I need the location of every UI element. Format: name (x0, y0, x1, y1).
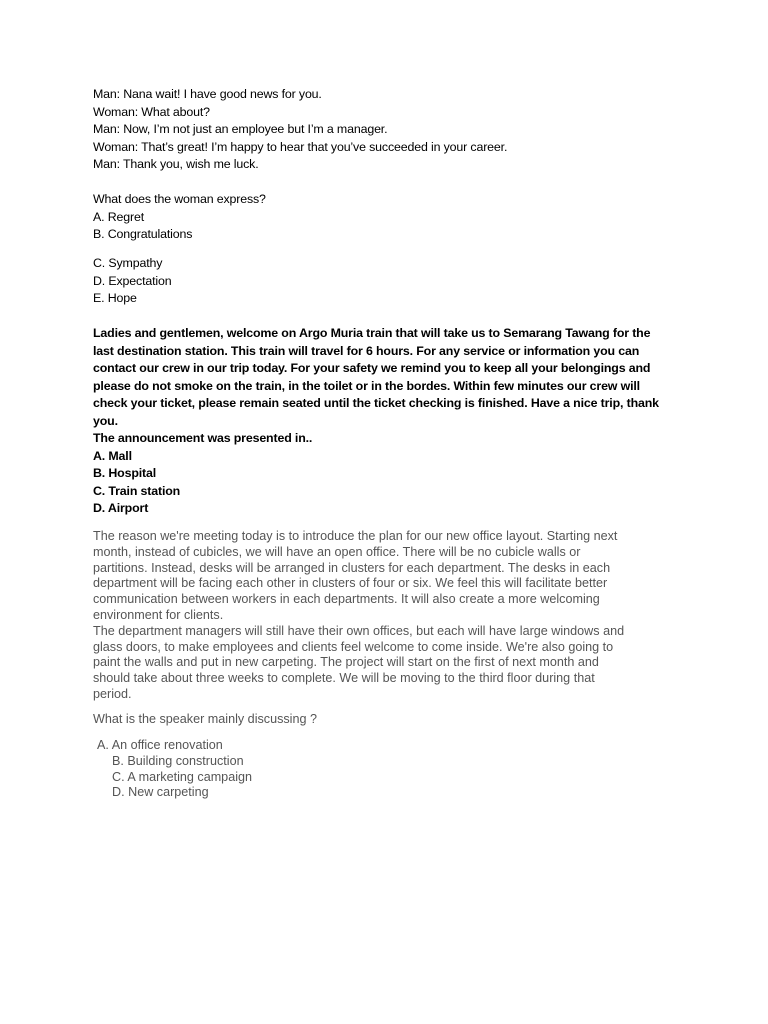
office-line: period. (93, 686, 132, 701)
dialogue-line: Woman: What about? (93, 104, 210, 119)
office-question (93, 712, 693, 728)
announcement-line: check your ticket, please remain seated until the ticket checking is finished. Have a nice trip, thank (93, 396, 659, 410)
question-1-option: D. Expectation (93, 273, 172, 288)
announcement-line: Ladies and gentlemen, welcome on Argo Muria train that will take us to Semarang Tawang for the (93, 326, 651, 340)
office-line: department will be facing each other in clusters of four or six. We feel this will facilitate better (93, 576, 608, 591)
dialogue-section (93, 86, 693, 174)
announcement-line: you. (93, 413, 118, 428)
question-1 (93, 191, 693, 244)
announcement-line: last destination station. This train will travel for 6 hours. For any service or information you can (93, 343, 640, 358)
office-line: glass doors, to make employees and clients feel welcome to come inside. We're also going to (93, 639, 614, 654)
question-1-option: C. Sympathy (93, 256, 163, 270)
announcement-section (93, 325, 693, 518)
announcement-line: contact our crew in our trip today. For your safety we remind you to keep all your belongings and (93, 361, 651, 375)
announcement-option: B. Hospital (93, 466, 157, 480)
question-1-option: B. Congratulations (93, 227, 193, 241)
dialogue-line: Man: Now, I’m not just an employee but I’m a manager. (93, 122, 388, 136)
announcement-line: please do not smoke on the train, in the toilet or in the bordes. Within few minutes our crew will (93, 378, 640, 393)
office-options (93, 738, 693, 801)
question-1-options-continued (93, 255, 693, 308)
office-line: should take about three weeks to complete. We will be moving to the third floor during that (93, 671, 595, 686)
dialogue-line: Man: Nana wait! I have good news for you. (93, 87, 322, 101)
announcement-option: A. Mall (93, 448, 132, 463)
office-line: month, instead of cubicles, we will have an open office. There will be no cubicle walls or (93, 544, 581, 559)
question-1-option: E. Hope (93, 291, 137, 305)
question-1-option: A. Regret (93, 209, 144, 224)
announcement-option: C. Train station (93, 483, 181, 498)
office-line: partitions. Instead, desks will be arranged in clusters for each department. The desks in each (93, 560, 611, 575)
office-option: C. A marketing campaign (112, 769, 253, 784)
announcement-question: The announcement was presented in.. (93, 431, 313, 445)
office-line: The reason we're meeting today is to introduce the plan for our new office layout. Starting next (93, 529, 618, 543)
dialogue-line: Man: Thank you, wish me luck. (93, 157, 259, 171)
announcement-option: D. Airport (93, 501, 149, 515)
office-option: B. Building construction (112, 753, 244, 768)
office-question-text: What is the speaker mainly discussing ? (93, 712, 317, 726)
office-line: environment for clients. (93, 607, 224, 622)
office-option: A. An office renovation (97, 738, 223, 752)
office-option: D. New carpeting (112, 785, 209, 800)
office-line: paint the walls and put in new carpeting. The project will start on the first of next month and (93, 655, 599, 670)
office-line: The department managers will still have their own offices, but each will have large windows and (93, 623, 625, 638)
dialogue-line: Woman: That’s great! I’m happy to hear that you’ve succeeded in your career. (93, 139, 508, 154)
office-line: communication between workers in each departments. It will also create a more welcoming (93, 592, 600, 607)
office-passage (93, 529, 693, 703)
question-1-text: What does the woman express? (93, 192, 266, 206)
